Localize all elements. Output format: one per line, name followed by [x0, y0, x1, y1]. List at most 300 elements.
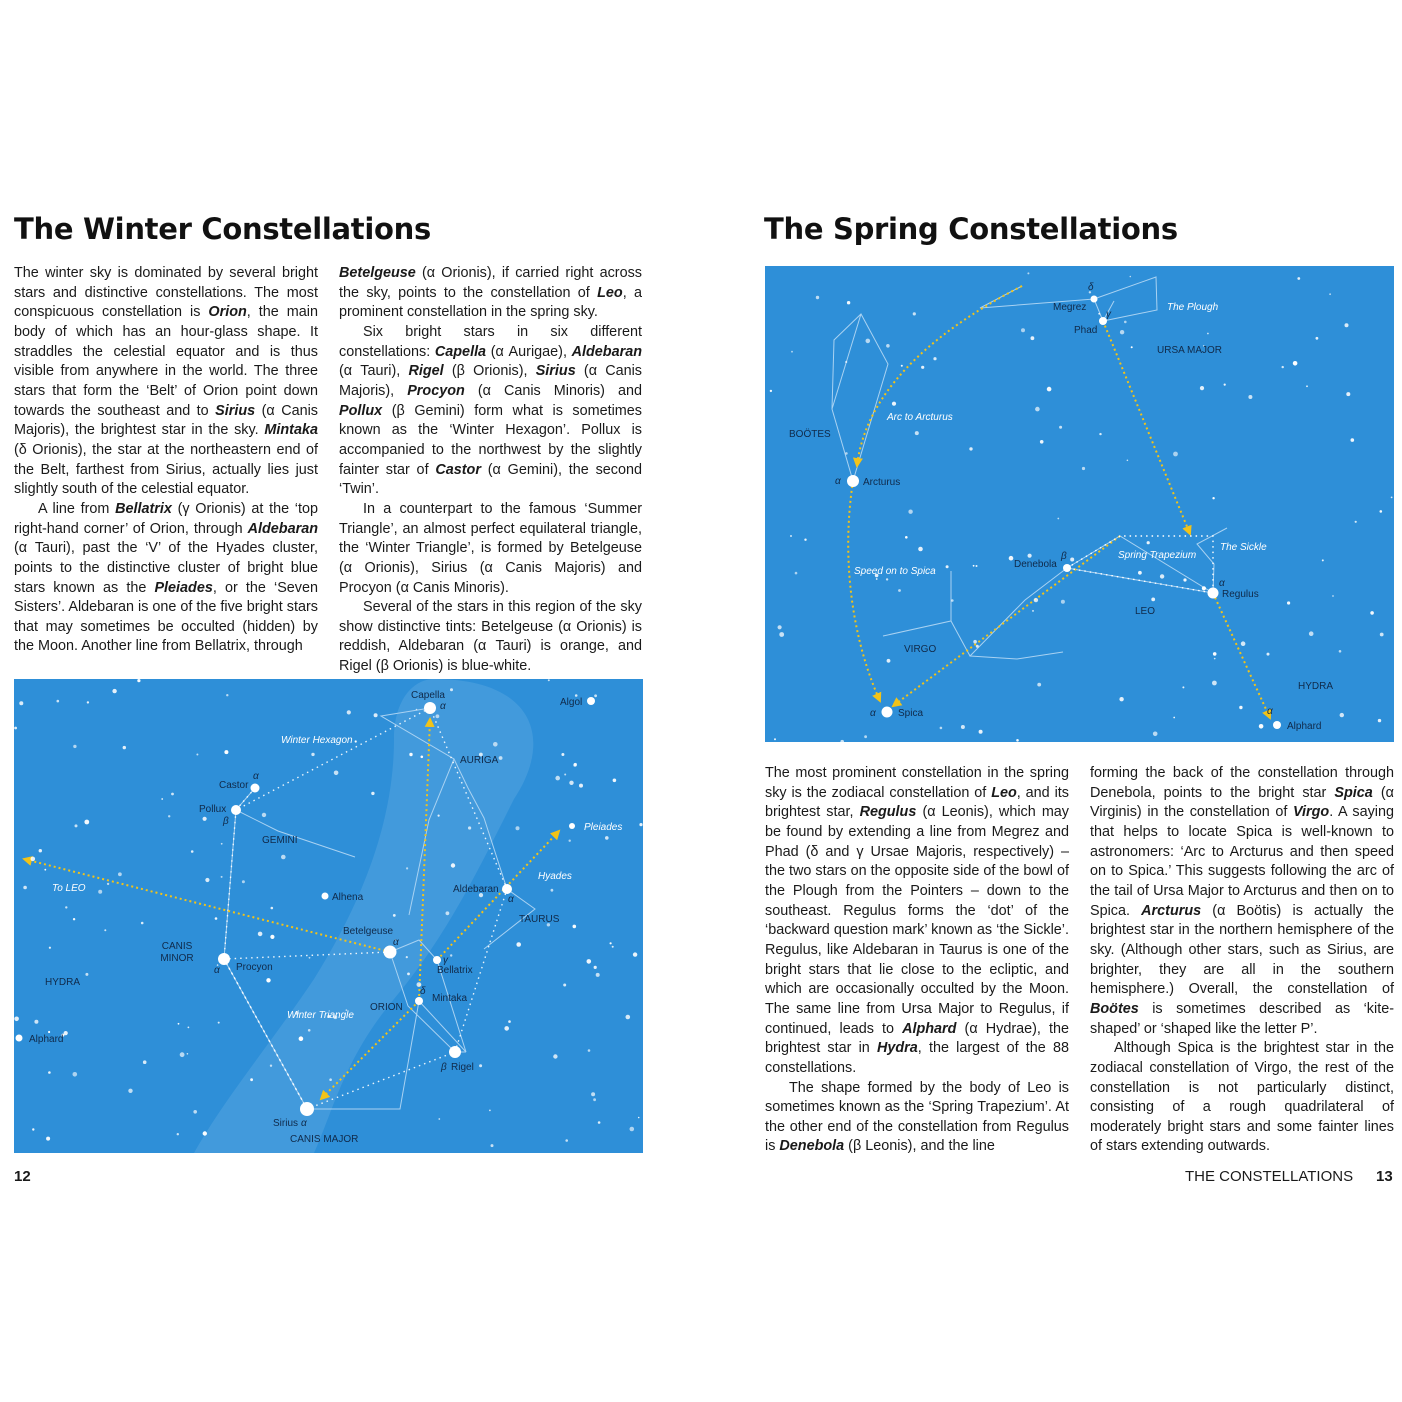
- faint-star: [504, 1026, 509, 1031]
- milky-way-band: [194, 679, 533, 1153]
- label-hyades: Hyades: [538, 871, 572, 882]
- faint-star: [65, 906, 67, 908]
- faint-star: [436, 714, 440, 718]
- faint-star: [864, 735, 867, 738]
- faint-star: [1130, 276, 1132, 278]
- faint-star: [409, 753, 412, 756]
- label-betelgeuse: Betelgeuse: [343, 926, 394, 937]
- faint-star: [196, 754, 198, 756]
- greek-megrez: δ: [1088, 282, 1094, 293]
- faint-star: [242, 880, 245, 883]
- faint-star: [1147, 541, 1150, 544]
- faint-star: [168, 815, 170, 817]
- faint-star: [564, 774, 566, 776]
- faint-star: [85, 973, 88, 976]
- faint-star: [612, 946, 614, 948]
- faint-star: [1355, 521, 1357, 523]
- winter-star-map-svg: [14, 679, 643, 1153]
- faint-star: [438, 815, 440, 817]
- faint-star: [39, 849, 42, 852]
- faint-star: [1173, 717, 1175, 719]
- paragraph: The most prominent constellation in the spring sky is the zodiacal constellation of Leo, and its brightest star, Regulus (α Leonis), which may be found by extending a line from Megrez and Phad (δ and γ Ursae Majoris, respectively) – the two stars on the opposite side of the bowl of the Plough from the Pointers – down to the southeast. Regulus forms the ‘dot’ of the ‘backward question mark’ known as ‘the Sickle’. Regulus, like Aldebaran in Taurus is one of the bright stars that lie close to the ecliptic, and which are occasionally occulted by the Moon. The same line from Ursa Major to Regulus, if continued, leads to Alphard (α Hydrae), the brightest star in Hydra, the largest of the 88 constellations.: [765, 765, 1070, 1076]
- faint-star: [489, 1110, 491, 1112]
- faint-star: [779, 632, 784, 637]
- label-aldebaran: Aldebaran: [453, 884, 499, 895]
- paragraph: The shape formed by the body of Leo is sometimes known as the ‘Spring Trapezium’. At the other end of the constellation from Regulus is Denebola (β Leonis), and the line: [765, 1079, 1069, 1155]
- label-hydra-spring: HYDRA: [1298, 681, 1334, 692]
- winter-text-column-2: [339, 264, 642, 677]
- greek-bellatrix: γ: [443, 955, 448, 966]
- faint-star: [355, 740, 357, 742]
- faint-star: [946, 565, 949, 568]
- faint-star: [1351, 438, 1355, 442]
- label-spica: Spica: [898, 708, 924, 719]
- spring-text-column-2: [1090, 764, 1394, 1157]
- faint-star: [1241, 641, 1246, 646]
- faint-star: [638, 1117, 640, 1119]
- faint-star: [218, 1022, 220, 1024]
- faint-star: [107, 883, 109, 885]
- faint-star: [876, 578, 878, 580]
- paragraph: The winter sky is dominated by several bright stars and distinctive constellations. The most conspicuous constellation is Orion, the main body of which has an hour-glass shape. It straddles the celestial equator and is thus visible from anywhere in the world. The three stars that form the ‘Belt’ of Orion point down towards the southeast and to Sirius (α Canis Majoris), the brightest star in the sky. Mintaka (δ Orionis), the star at the northeastern end of the Belt, farthest from Sirius, actually lies just slightly south of the celestial equator.: [14, 265, 318, 498]
- faint-star: [1322, 559, 1324, 561]
- faint-star: [1182, 686, 1184, 688]
- spring-star-map: [765, 266, 1394, 742]
- faint-star: [1070, 558, 1074, 562]
- faint-star: [205, 878, 209, 882]
- faint-star: [1293, 361, 1298, 366]
- faint-star: [143, 1060, 147, 1064]
- faint-star: [450, 688, 453, 691]
- faint-star: [1131, 346, 1133, 348]
- faint-star: [1340, 713, 1344, 717]
- faint-star: [14, 727, 17, 730]
- label-auriga: AURIGA: [460, 755, 499, 766]
- label-winter-triangle: Winter Triangle: [287, 1010, 354, 1021]
- faint-star: [1380, 633, 1384, 637]
- faint-star: [128, 1089, 132, 1093]
- faint-star: [1098, 313, 1100, 315]
- label-regulus: Regulus: [1222, 589, 1259, 600]
- faint-star: [1224, 384, 1226, 386]
- faint-star: [224, 750, 228, 754]
- star-alphard-winter: [16, 1035, 23, 1042]
- winter-star-map: [14, 679, 643, 1153]
- faint-star: [908, 510, 912, 514]
- faint-star: [266, 978, 270, 982]
- faint-star: [1391, 497, 1393, 499]
- star-rigel: [449, 1046, 461, 1058]
- faint-star: [1035, 407, 1040, 412]
- faint-star: [1267, 653, 1270, 656]
- faint-star: [171, 793, 174, 796]
- running-head: THE CONSTELLATIONS: [1185, 1168, 1354, 1185]
- greek-aldebaran: α: [508, 894, 514, 905]
- faint-star: [1212, 681, 1217, 686]
- faint-star: [1059, 426, 1062, 429]
- faint-star: [73, 745, 76, 748]
- star-regulus: [1208, 588, 1219, 599]
- greek-castor: α: [253, 771, 259, 782]
- faint-star: [1021, 328, 1025, 332]
- faint-star: [371, 792, 374, 795]
- label-castor: Castor: [219, 780, 249, 791]
- label-orion: ORION: [370, 1002, 403, 1013]
- faint-star: [548, 679, 550, 681]
- label-algol: Algol: [560, 697, 583, 708]
- faint-star: [565, 1139, 568, 1142]
- faint-star: [281, 855, 286, 860]
- faint-star: [1259, 724, 1264, 729]
- faint-star: [1031, 336, 1035, 340]
- faint-star: [118, 872, 122, 876]
- faint-star: [898, 589, 901, 592]
- faint-star: [215, 917, 218, 920]
- faint-star: [1297, 277, 1300, 280]
- faint-star: [1009, 556, 1014, 561]
- faint-star: [1057, 518, 1059, 520]
- greek-arcturus: α: [835, 476, 841, 487]
- label-virgo: VIRGO: [904, 644, 937, 655]
- star-procyon: [218, 953, 230, 965]
- label-alhena: Alhena: [332, 892, 364, 903]
- faint-star: [468, 826, 471, 829]
- faint-star: [795, 572, 798, 575]
- faint-star: [886, 578, 888, 580]
- faint-star: [73, 1072, 78, 1077]
- label-speed-on-to-spica: Speed on to Spica: [854, 566, 936, 577]
- star-sirius: [300, 1102, 314, 1116]
- label-spring-trapezium: Spring Trapezium: [1118, 550, 1197, 561]
- label-mintaka: Mintaka: [432, 993, 468, 1004]
- faint-star: [499, 756, 503, 760]
- faint-star: [221, 876, 223, 878]
- paragraph: A line from Bellatrix (γ Orionis) at the ‘top right-hand corner’ of Orion, through Aldebaran (α Tauri), past the ‘V’ of the Hyades cluster, points to the distinctive cluster of bright blue stars known as the Pleiades, or the ‘Seven Sisters’. Aldebaran is one of the five bright stars that may sometimes be occulted (hidden) by the Moon. Another line from Bellatrix, through: [14, 500, 319, 655]
- faint-star: [187, 1053, 189, 1055]
- faint-star: [976, 645, 979, 648]
- faint-star: [973, 640, 977, 644]
- faint-star: [561, 753, 564, 756]
- star-megrez: [1091, 296, 1098, 303]
- faint-star: [918, 547, 923, 552]
- faint-star: [1034, 598, 1038, 602]
- faint-star: [407, 973, 410, 976]
- spring-constellation-lines: [832, 277, 1227, 659]
- label-alphard-winter: Alphard: [29, 1034, 64, 1045]
- faint-star: [479, 1064, 482, 1067]
- faint-star: [23, 886, 27, 890]
- faint-star: [598, 1121, 601, 1124]
- faint-star: [626, 1015, 631, 1020]
- faint-star: [969, 447, 972, 450]
- faint-star: [845, 452, 848, 455]
- faint-star: [334, 771, 339, 776]
- faint-star: [1306, 385, 1308, 387]
- faint-star: [1138, 571, 1142, 575]
- faint-star: [188, 1027, 190, 1029]
- faint-star: [630, 1127, 635, 1132]
- faint-star: [98, 890, 102, 894]
- faint-star: [804, 539, 806, 541]
- faint-star: [866, 339, 871, 344]
- faint-star: [161, 798, 163, 800]
- faint-star: [1329, 293, 1331, 295]
- greek-rigel: β: [441, 1062, 447, 1073]
- star-arcturus: [847, 475, 859, 487]
- label-leo: LEO: [1135, 606, 1156, 617]
- faint-star: [141, 922, 144, 925]
- paragraph: Six bright stars in six different constellations: Capella (α Aurigae), Aldebaran (α Tauri), Rigel (β Orionis), Sirius (α Canis Majoris), Procyon (α Canis Minoris) and Pollux (β Gemini) form what is sometimes known as the ‘Winter Hexagon’. Pollux is accompanied to the northwest by the slightly fainter star of Castor (α Gemini), the second ‘Twin’.: [339, 323, 642, 498]
- greek-spica: α: [870, 708, 876, 719]
- faint-star: [226, 694, 228, 696]
- page-number-left: 12: [14, 1168, 31, 1185]
- faint-star: [1207, 333, 1209, 335]
- faint-star: [961, 725, 965, 729]
- star-spica: [882, 707, 893, 718]
- faint-star: [1339, 650, 1342, 653]
- greek-capella: α: [440, 701, 446, 712]
- faint-star: [774, 738, 776, 740]
- faint-star: [1127, 460, 1129, 462]
- faint-star: [491, 1144, 494, 1147]
- faint-star: [1316, 337, 1319, 340]
- faint-star: [1214, 658, 1216, 660]
- faint-star: [451, 863, 455, 867]
- faint-star: [886, 344, 890, 348]
- faint-star: [591, 1092, 595, 1096]
- faint-star: [951, 599, 954, 602]
- faint-star: [44, 869, 46, 871]
- label-sirius: Sirius: [273, 1118, 299, 1129]
- faint-star: [406, 867, 408, 869]
- faint-star: [203, 817, 207, 821]
- label-pollux: Pollux: [199, 804, 227, 815]
- faint-star: [1370, 611, 1374, 615]
- faint-star: [450, 954, 452, 956]
- faint-star: [1309, 631, 1314, 636]
- paragraph: forming the back of the constellation through Denebola, points to the bright star Spica (α Virginis) in the constellation of Virgo. A saying that helps to locate Spica is well-known to astronomers: ‘Arc to Arcturus and then speed on to Spica.’ This suggests following the arc of the tail of Ursa Major to Arcturus and then on to Spica. Arcturus (α Boötis) is actually the brightest star in the northern hemisphere of the sky. (Although other stars, such as Sirius, are brighter, they are all in the southern hemisphere.) Overall, the constellation of Boötes is sometimes described as ‘kite-shaped’ or ‘shaped like the letter P’.: [1090, 765, 1394, 1037]
- faint-star: [1119, 697, 1123, 701]
- faint-star: [374, 713, 378, 717]
- faint-star: [594, 694, 597, 697]
- faint-star: [1183, 578, 1186, 581]
- faint-star: [555, 776, 560, 781]
- faint-star: [311, 753, 314, 756]
- faint-star: [1380, 510, 1383, 513]
- faint-star: [913, 312, 916, 315]
- label-arcturus: Arcturus: [863, 477, 901, 488]
- label-phad: Phad: [1074, 325, 1098, 336]
- faint-star: [84, 820, 89, 825]
- faint-star: [587, 959, 592, 964]
- faint-star: [203, 1131, 207, 1135]
- faint-star: [75, 824, 78, 827]
- faint-star: [1082, 467, 1085, 470]
- faint-star: [438, 1118, 440, 1120]
- star-alhena: [322, 893, 329, 900]
- faint-star: [1287, 601, 1290, 604]
- label-hydra-winter: HYDRA: [45, 977, 81, 988]
- greek-sirius: α: [301, 1118, 307, 1129]
- faint-star: [563, 984, 566, 987]
- star-mintaka: [415, 997, 423, 1005]
- star-denebola: [1063, 564, 1071, 572]
- faint-star: [588, 1049, 591, 1052]
- faint-star: [569, 840, 571, 842]
- faint-star: [1061, 600, 1065, 604]
- spring-trapezium-dotted: [1067, 536, 1213, 593]
- star-capella: [424, 702, 436, 714]
- label-denebola: Denebola: [1014, 559, 1057, 570]
- faint-star: [516, 826, 520, 830]
- faint-star: [49, 947, 51, 949]
- spring-map-labels: [789, 282, 1333, 732]
- page-title-spring: The Spring Constellations: [764, 212, 1178, 246]
- faint-star: [19, 701, 23, 705]
- label-the-plough: The Plough: [1167, 302, 1219, 313]
- faint-star: [46, 1137, 50, 1141]
- faint-star: [112, 689, 116, 693]
- spring-star-map-svg: [765, 266, 1394, 742]
- label-the-sickle: The Sickle: [1220, 542, 1267, 553]
- faint-star: [1124, 321, 1127, 324]
- label-to-leo: To LEO: [52, 883, 86, 894]
- faint-star: [271, 907, 274, 910]
- faint-star: [940, 727, 943, 730]
- faint-star: [137, 679, 140, 682]
- faint-star: [1248, 395, 1252, 399]
- faint-star: [639, 823, 642, 826]
- faint-star: [553, 1054, 557, 1058]
- label-winter-hexagon: Winter Hexagon: [281, 735, 353, 746]
- faint-star: [840, 740, 844, 742]
- faint-star: [178, 1023, 180, 1025]
- star-castor: [251, 784, 260, 793]
- faint-star: [446, 911, 450, 915]
- label-canis-major: CANIS MAJOR: [290, 1134, 359, 1145]
- faint-star: [57, 700, 60, 703]
- faint-star: [31, 857, 36, 862]
- faint-star: [421, 756, 424, 759]
- faint-star: [915, 431, 919, 435]
- label-capella: Capella: [411, 690, 445, 701]
- faint-star: [594, 966, 597, 969]
- label-rigel: Rigel: [451, 1062, 474, 1073]
- paragraph: Several of the stars in this region of the sky show distinctive tints: Betelgeuse (α Orionis) is reddish, Aldebaran (α Tauri) is orange, and Rigel (β Orionis) is blue-white.: [339, 599, 642, 675]
- page-number-right: 13: [1376, 1168, 1393, 1185]
- faint-star: [309, 957, 311, 959]
- greek-phad: γ: [1106, 309, 1111, 320]
- faint-star: [1027, 272, 1029, 274]
- faint-star: [299, 1036, 304, 1041]
- faint-star: [569, 781, 573, 785]
- greek-pollux: β: [223, 816, 229, 827]
- star-aldebaran: [502, 884, 512, 894]
- faint-star: [1332, 595, 1334, 597]
- faint-star: [1173, 452, 1178, 457]
- greek-alphard: α: [1267, 706, 1273, 717]
- faint-star: [610, 942, 612, 944]
- faint-star: [1120, 330, 1124, 334]
- winter-text-column-1: [14, 264, 318, 657]
- faint-star: [579, 784, 583, 788]
- faint-star: [976, 565, 978, 567]
- faint-star: [1282, 366, 1284, 368]
- faint-star: [73, 918, 75, 920]
- faint-star: [1037, 683, 1041, 687]
- label-megrez: Megrez: [1053, 302, 1087, 313]
- faint-star: [816, 296, 819, 299]
- greek-regulus: α: [1219, 578, 1225, 589]
- faint-star: [1040, 440, 1044, 444]
- paragraph: In a counterpart to the famous ‘Summer Triangle’, an almost perfect equilateral triangle, the ‘Winter Triangle’, is formed by Betelgeuse (α Orionis), Sirius (α Canis Majoris) and Procyon (α Canis Minoris).: [339, 500, 642, 596]
- star-algol: [587, 697, 595, 705]
- star-bellatrix: [433, 956, 441, 964]
- faint-star: [193, 1110, 197, 1114]
- faint-star: [847, 301, 850, 304]
- faint-star: [191, 850, 194, 853]
- faint-star: [551, 889, 554, 892]
- greek-mintaka: δ: [420, 986, 426, 997]
- greek-betelgeuse: α: [393, 937, 399, 948]
- faint-star: [791, 351, 793, 353]
- greek-procyon: α: [214, 965, 220, 976]
- faint-star: [1028, 554, 1032, 558]
- label-ursa-major: URSA MAJOR: [1157, 345, 1223, 356]
- faint-star: [177, 1133, 179, 1135]
- label-canis-minor: CANIS MINOR: [160, 941, 194, 964]
- faint-star: [1378, 719, 1381, 722]
- faint-star: [87, 701, 89, 703]
- spring-faint-stars: [770, 272, 1393, 742]
- faint-star: [1047, 387, 1052, 392]
- faint-star: [48, 1031, 50, 1033]
- faint-star: [605, 836, 609, 840]
- faint-star: [262, 813, 266, 817]
- faint-star: [905, 536, 908, 539]
- label-alphard-spring: Alphard: [1287, 721, 1322, 732]
- faint-star: [778, 625, 782, 629]
- faint-star: [596, 973, 600, 977]
- faint-star: [1202, 586, 1206, 590]
- label-arc-to-arcturus: Arc to Arcturus: [887, 412, 953, 423]
- paragraph: Although Spica is the brightest star in the zodiacal constellation of Virgo, the rest of the constellation is not particularly distinct, consisting of a rough quadrilateral of moderately bright stars and some fainter lines of stars extending outwards.: [1090, 1040, 1394, 1155]
- faint-star: [270, 935, 274, 939]
- faint-star: [973, 565, 975, 567]
- faint-star: [892, 402, 896, 406]
- faint-star: [221, 843, 223, 845]
- star-pleiades: [569, 823, 575, 829]
- faint-star: [347, 710, 351, 714]
- faint-star: [1153, 732, 1158, 737]
- label-pleiades: Pleiades: [584, 822, 623, 833]
- faint-star: [593, 1098, 596, 1101]
- label-gemini: GEMINI: [262, 835, 298, 846]
- faint-star: [250, 1078, 253, 1081]
- faint-star: [633, 952, 637, 956]
- faint-star: [1099, 433, 1101, 435]
- star-pollux: [231, 805, 241, 815]
- faint-star: [406, 956, 408, 958]
- faint-star: [574, 763, 577, 766]
- faint-star: [1160, 574, 1164, 578]
- faint-star: [34, 1020, 38, 1024]
- faint-star: [901, 365, 903, 367]
- faint-star: [14, 1017, 19, 1022]
- star-alphard-spring: [1273, 721, 1281, 729]
- faint-star: [1213, 652, 1217, 656]
- label-procyon: Procyon: [236, 962, 273, 973]
